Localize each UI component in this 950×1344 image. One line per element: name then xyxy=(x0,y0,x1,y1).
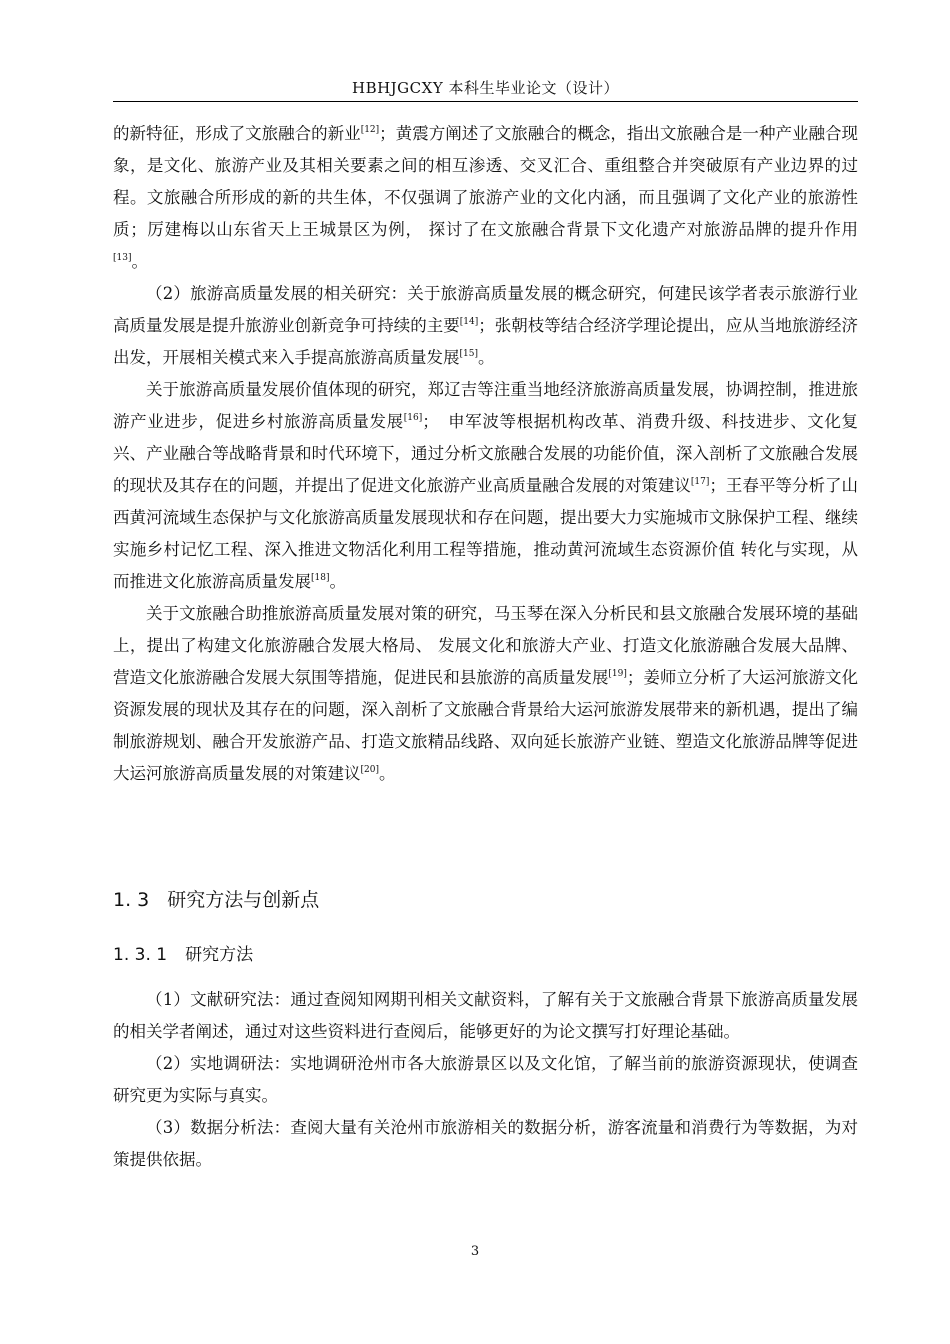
text-run: 关于旅游高质量发展价值体现的研究，郑辽吉等注重当地经济旅游高质量发展，协调控制，推进旅游产业进步，促进乡村旅游高质量发展 xyxy=(113,380,858,431)
research-methods-list xyxy=(113,984,858,1176)
page-number: 3 xyxy=(470,1244,480,1259)
text-run: ；姜师立分析了大运河旅游文化资源发展的现状及其存在的问题，深入剖析了文旅融合背景给大运河旅游发展带来的新机遇，提出了编制旅游规划、融合开发旅游产品、打造文旅精品线路、双向延长旅游产业链、塑造文化旅游品牌等促进大运河旅游高质量发展的对策建议 xyxy=(113,668,859,783)
literature-review-body xyxy=(113,118,858,790)
subsection-number: 1. 3. 1 xyxy=(113,945,168,965)
text-run: （2）旅游高质量发展的相关研究：关于旅游高质量发展的概念研究，何建民该学者表示旅游行业高质量发展是提升旅游业创新竞争可持续的主要 xyxy=(113,284,858,335)
paragraph-1 xyxy=(113,118,858,278)
text-run: 。 xyxy=(378,764,396,783)
paragraph-2 xyxy=(113,278,858,374)
text-run: ；黄震方阐述了文旅融合的概念，指出文旅融合是一种产业融合现象，是文化、旅游产业及其相关要素之间的相互渗透、交叉汇合、重组整合并突破原有产业边界的过程。文旅融合所形成的新的共生体，不仅强调了旅游产业的文化内涵，而且强调了文化产业的旅游性质；厉建梅以山东省天上王城景区为例， 探讨了在文旅融合背景下文化遗产对旅游品牌的提升作用 xyxy=(113,124,859,239)
section-title: 研究方法与创新点 xyxy=(167,889,320,911)
text-run: 。 xyxy=(329,572,346,591)
citation-ref: [17] xyxy=(690,477,710,487)
section-heading xyxy=(113,886,319,914)
paragraph-3 xyxy=(113,374,858,598)
citation-ref: [13] xyxy=(113,253,132,263)
citation-ref: [15] xyxy=(459,349,478,359)
method-literature: （1）文献研究法：通过查阅知网期刊相关文献资料，了解有关于文旅融合背景下旅游高质量发展的相关学者阐述，通过对这些资料进行查阅后，能够更好的为论文撰写打好理论基础。 xyxy=(113,990,858,1041)
citation-ref: [14] xyxy=(459,317,479,327)
page-header: HBHJGCXY 本科生毕业论文（设计） xyxy=(351,79,619,97)
citation-ref: [16] xyxy=(403,413,423,423)
subsection-heading xyxy=(113,942,253,968)
text-run: 的新特征，形成了文旅融合的新业 xyxy=(113,124,361,143)
text-run: 关于文旅融合助推旅游高质量发展对策的研究，马玉琴在深入分析民和县文旅融合发展环境的基础上，提出了构建文化旅游融合发展大格局、 发展文化和旅游大产业、打造文化旅游融合发展大品牌、营造文化旅游融合发展大氛围等措施，促进民和县旅游的高质量发展 xyxy=(113,604,858,687)
citation-ref: [12] xyxy=(360,125,380,135)
method-field-research: （2）实地调研法：实地调研沧州市各大旅游景区以及文化馆，了解当前的旅游资源现状，使调查研究更为实际与真实。 xyxy=(113,1054,858,1105)
text-run: 。 xyxy=(477,348,495,367)
text-run: ； 申军波等根据机构改革、消费升级、科技进步、文化复兴、产业融合等战略背景和时代环境下，通过分析文旅融合发展的功能价值，深入剖析了文旅融合发展的现状及其存在的问题，并提出了促进文化旅游产业高质量融合发展的对策建议 xyxy=(113,412,859,495)
section-number: 1. 3 xyxy=(113,889,150,911)
text-run: ；张朝枝等结合经济学理论提出，应从当地旅游经济出发，开展相关模式来入手提高旅游高质量发展 xyxy=(113,316,859,367)
text-run: 。 xyxy=(131,252,148,271)
header-rule xyxy=(113,101,858,102)
subsection-title: 研究方法 xyxy=(185,945,254,965)
citation-ref: [19] xyxy=(608,669,627,679)
paragraph-4 xyxy=(113,598,858,790)
text-run: ；王春平等分析了山西黄河流域生态保护与文化旅游高质量发展现状和存在问题，提出要大力实施城市文脉保护工程、继续实施乡村记忆工程、深入推进文物活化利用工程等措施，推动黄河流域生态资源价值 转化与实现，从而推进文化旅游高质量发展 xyxy=(113,476,859,591)
method-data-analysis: （3）数据分析法：查阅大量有关沧州市旅游相关的数据分析，游客流量和消费行为等数据，为对策提供依据。 xyxy=(113,1118,858,1169)
citation-ref: [18] xyxy=(311,573,330,583)
citation-ref: [20] xyxy=(360,765,379,775)
